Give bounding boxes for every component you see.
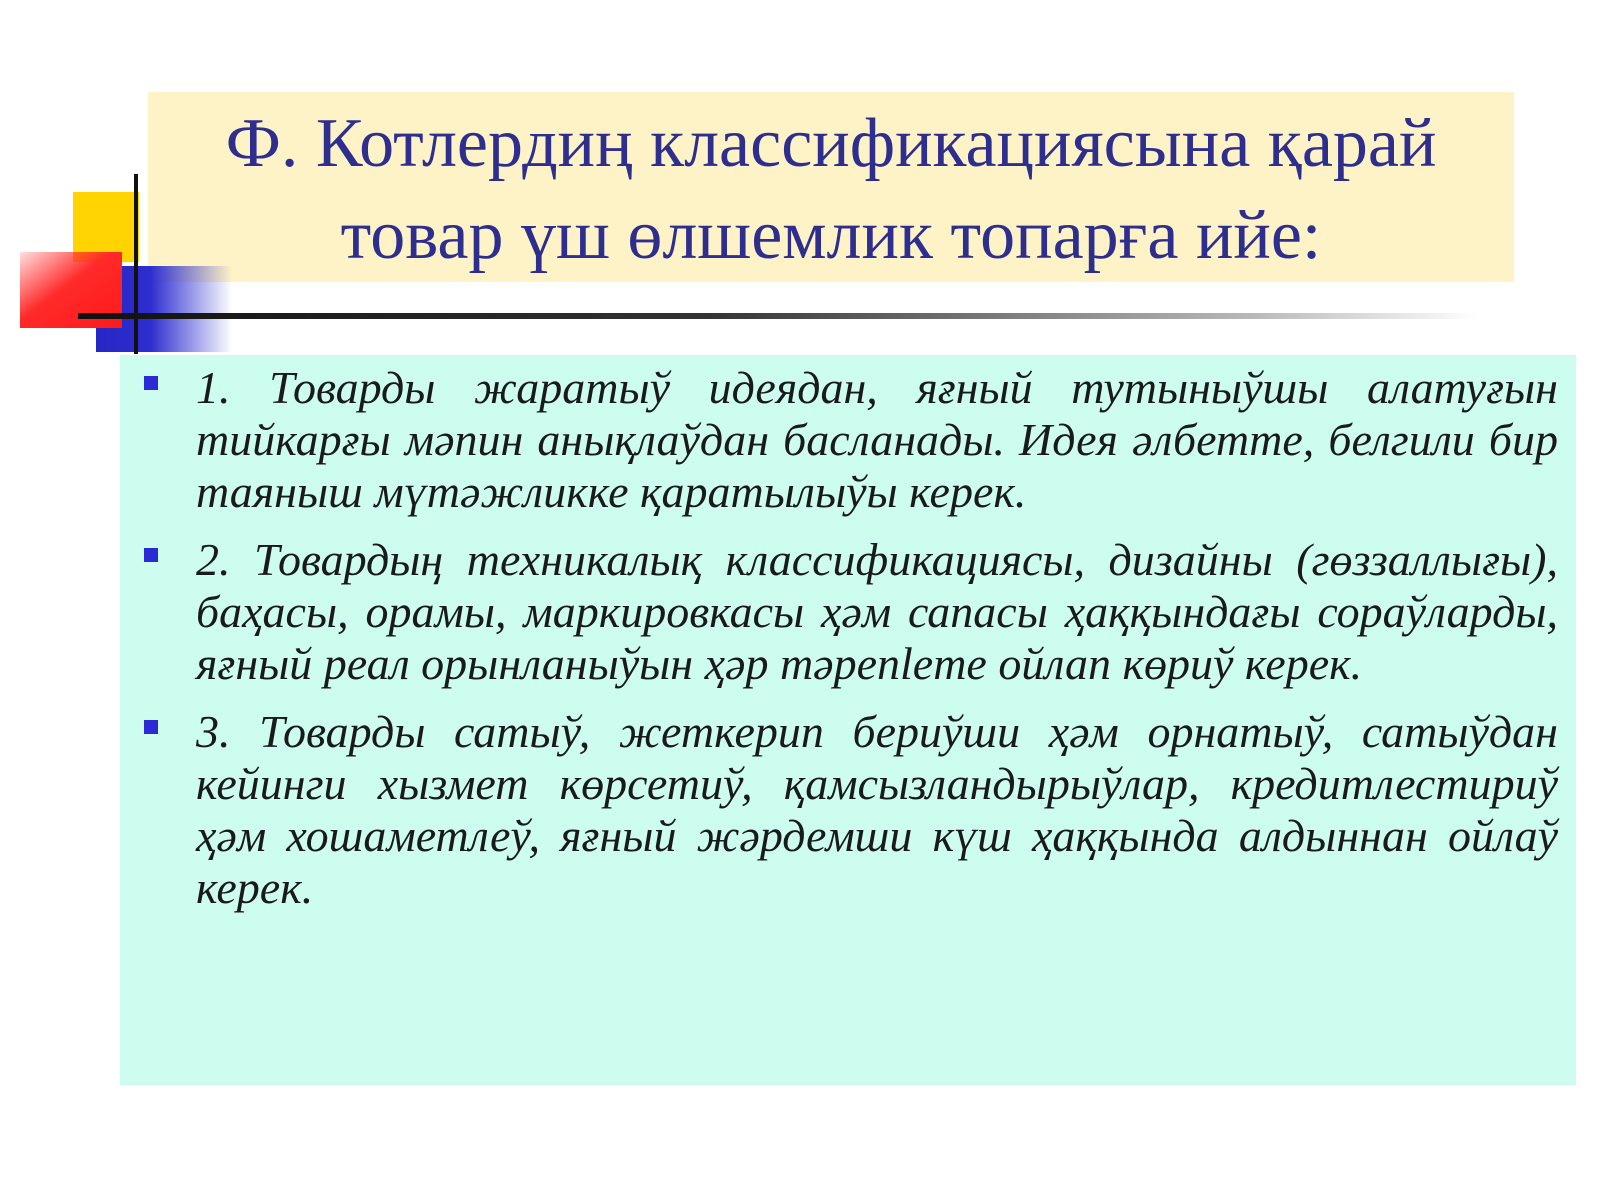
list-item <box>138 706 1558 914</box>
bullet-square-icon <box>144 548 158 562</box>
bullet-text: 2. Товардың техникалық классификациясы, дизайны (гөззаллығы), баҳасы, орамы, маркировкасы ҳәм сапасы ҳаққындағы сораўларды, яғный реал орынланыўын ҳәр тәрепleme ойлап көриў керек. <box>196 534 1558 689</box>
list-item <box>138 534 1558 690</box>
bullet-square-icon <box>144 720 158 734</box>
decorative-horizontal-line <box>78 313 1478 319</box>
slide-title: Ф. Котлердиң классификациясына қарай товар үш өлшемлик топарға ийе: <box>225 105 1437 274</box>
decorative-vertical-line <box>134 174 138 354</box>
list-item <box>138 362 1558 518</box>
bullet-text: 1. Товарды жаратыў идеядан, яғный тутыныўшы алатуғын тийкарғы мәпин анықлаўдан басланады. Идея әлбетте, белгили бир таяныш мүтәжликке қаратылыўы керек. <box>196 362 1558 517</box>
bullet-text: 3. Товарды сатыў, жеткерип бериўши ҳәм орнатыў, сатыўдан кейинги хызмет көрсетиў, қамсызландырыўлар, кредитлестириў ҳәм хошаметлеў, яғный жәрдемши күш ҳаққында алдыннан ойлаў керек. <box>196 706 1558 913</box>
bullet-list <box>138 362 1558 930</box>
bullet-square-icon <box>144 376 158 390</box>
